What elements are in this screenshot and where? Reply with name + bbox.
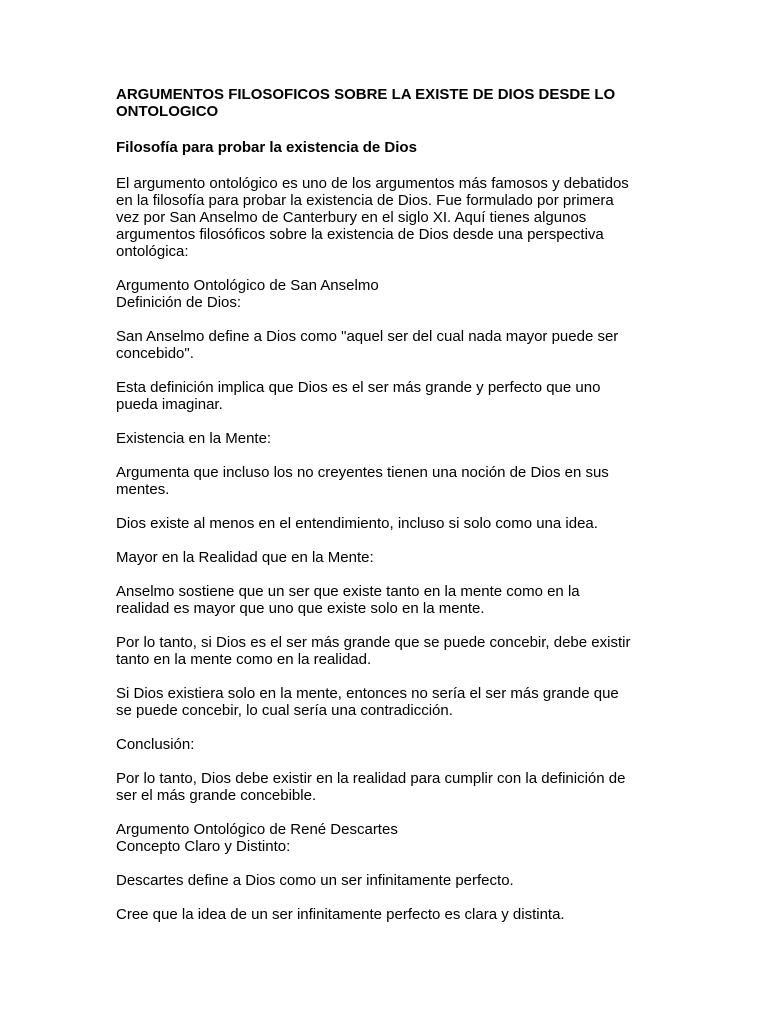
paragraph <box>116 328 656 362</box>
paragraph <box>116 685 656 719</box>
text-line: Por lo tanto, si Dios es el ser más grande que se puede concebir, debe existir <box>116 634 631 651</box>
text-line: Argumento Ontológico de San Anselmo <box>116 277 379 294</box>
text-line: ser el más grande concebible. <box>116 787 317 804</box>
paragraph <box>116 379 656 413</box>
text-line: Argumento Ontológico de René Descartes <box>116 821 398 838</box>
subheading <box>116 736 656 753</box>
text-line: realidad es mayor que uno que existe solo en la mente. <box>116 600 485 617</box>
text-line: argumentos filosóficos sobre la existencia de Dios desde una perspectiva <box>116 226 604 243</box>
paragraph <box>116 872 656 889</box>
text-line: en la filosofía para probar la existencia de Dios. Fue formulado por primera <box>116 192 614 209</box>
text-line: se puede concebir, lo cual sería una contradicción. <box>116 702 453 719</box>
document-subtitle: Filosofía para probar la existencia de Dios <box>116 139 417 156</box>
text-line: Conclusión: <box>116 736 195 753</box>
text-line: Por lo tanto, Dios debe existir en la realidad para cumplir con la definición de <box>116 770 626 787</box>
text-line: Mayor en la Realidad que en la Mente: <box>116 549 374 566</box>
paragraph <box>116 464 656 498</box>
text-line: Concepto Claro y Distinto: <box>116 838 291 855</box>
text-line: San Anselmo define a Dios como "aquel ser del cual nada mayor puede ser <box>116 328 619 345</box>
text-line: Existencia en la Mente: <box>116 430 272 447</box>
section-heading <box>116 821 656 855</box>
paragraph <box>116 175 656 260</box>
text-line: ontológica: <box>116 243 189 260</box>
text-line: Dios existe al menos en el entendimiento, incluso si solo como una idea. <box>116 515 598 532</box>
document-title <box>116 86 656 120</box>
text-line: tanto en la mente como en la realidad. <box>116 651 372 668</box>
text-line: pueda imaginar. <box>116 396 223 413</box>
paragraph <box>116 906 656 923</box>
paragraph <box>116 770 656 804</box>
text-line: Esta definición implica que Dios es el ser más grande y perfecto que uno <box>116 379 601 396</box>
text-line: Definición de Dios: <box>116 294 242 311</box>
paragraph <box>116 515 656 532</box>
text-line: concebido". <box>116 345 194 362</box>
text-line: Argumenta que incluso los no creyentes tienen una noción de Dios en sus <box>116 464 609 481</box>
section-heading <box>116 277 656 311</box>
subheading <box>116 549 656 566</box>
text-line: vez por San Anselmo de Canterbury en el siglo XI. Aquí tienes algunos <box>116 209 587 226</box>
document-page <box>116 86 656 940</box>
text-line: Descartes define a Dios como un ser infinitamente perfecto. <box>116 872 514 889</box>
document-body <box>116 175 656 923</box>
text-line: El argumento ontológico es uno de los argumentos más famosos y debatidos <box>116 175 629 192</box>
title-line: ONTOLOGICO <box>116 103 219 120</box>
text-line: Si Dios existiera solo en la mente, entonces no sería el ser más grande que <box>116 685 619 702</box>
title-line: ARGUMENTOS FILOSOFICOS SOBRE LA EXISTE DE DIOS DESDE LO <box>116 86 616 103</box>
text-line: mentes. <box>116 481 170 498</box>
paragraph <box>116 634 656 668</box>
text-line: Cree que la idea de un ser infinitamente perfecto es clara y distinta. <box>116 906 565 923</box>
text-line: Anselmo sostiene que un ser que existe tanto en la mente como en la <box>116 583 580 600</box>
paragraph <box>116 583 656 617</box>
subheading <box>116 430 656 447</box>
